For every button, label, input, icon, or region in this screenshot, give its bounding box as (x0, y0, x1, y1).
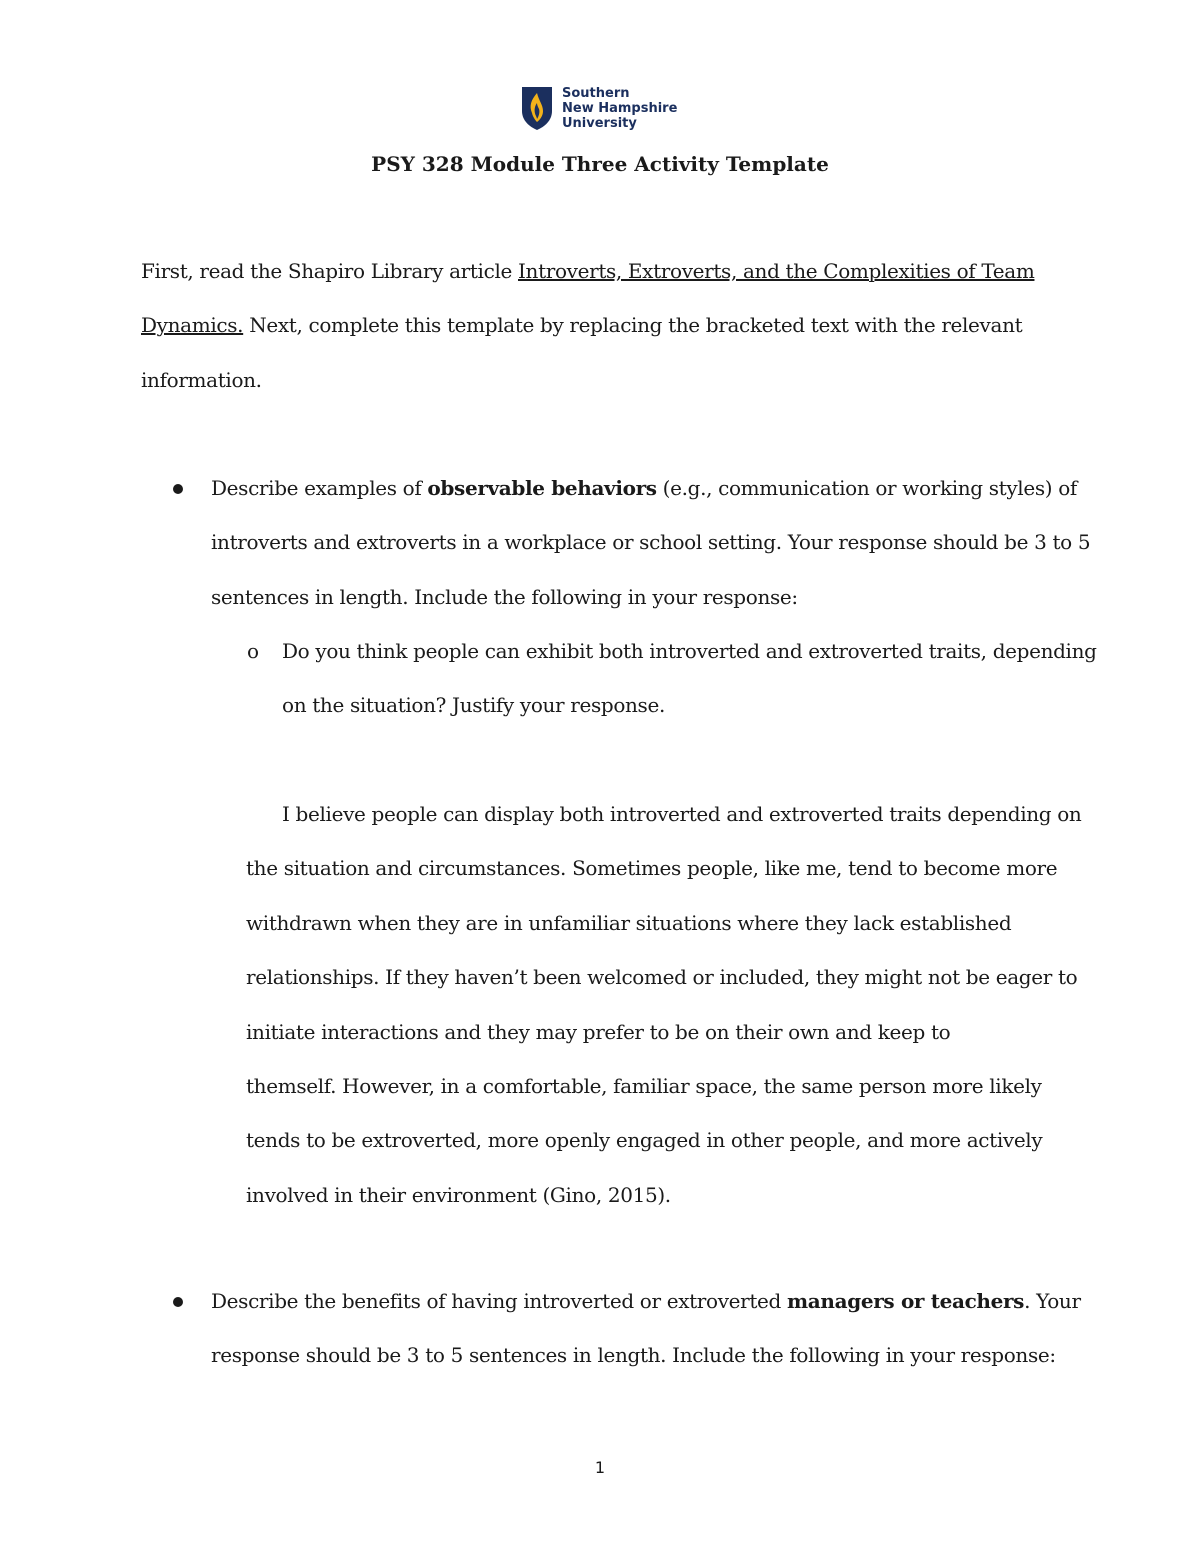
intro-line-2 (141, 298, 1041, 352)
bullet-icon (173, 1297, 183, 1307)
sub-prompt (282, 624, 1097, 733)
shield-flame-icon (520, 85, 554, 131)
logo-line-2: New Hampshire (562, 100, 678, 116)
prompt2-text-a: Describe the benefits of having introverted or extroverted (211, 1289, 787, 1313)
prompt1-line-3: sentences in length. Include the following in your response: (211, 584, 798, 609)
prompt2-line-1 (211, 1274, 1091, 1328)
answer-line: the situation and circumstances. Sometimes people, like me, tend to become more (246, 856, 1058, 881)
answer-paragraph (246, 787, 1082, 1222)
prompt2-bold: managers or teachers (787, 1289, 1025, 1313)
prompt1-text-a: Describe examples of (211, 476, 428, 500)
sub-prompt-line-2: on the situation? Justify your response. (282, 693, 665, 718)
article-link[interactable]: Introverts, Extroverts, and the Complexities of Team (518, 259, 1035, 283)
answer-line: initiate interactions and they may prefer to be on their own and keep to (246, 1019, 951, 1044)
prompt1-bold: observable behaviors (427, 476, 657, 500)
intro-line-1 (141, 244, 1041, 298)
intro-text-1: First, read the Shapiro Library article (141, 259, 518, 283)
intro-text-2: Next, complete this template by replacing the bracketed text with the relevant (243, 313, 1023, 338)
answer-line: relationships. If they haven’t been welcomed or included, they might not be eager to (246, 965, 1078, 990)
prompt-managers-teachers (211, 1274, 1091, 1383)
prompt2-text-b: . Your (1024, 1289, 1081, 1313)
sub-bullet-marker: o (247, 639, 260, 663)
logo-line-3: University (562, 115, 637, 131)
answer-line: themself. However, in a comfortable, familiar space, the same person more likely (246, 1074, 1042, 1099)
intro-paragraph (141, 244, 1041, 407)
prompt1-text-b: (e.g., communication or working styles) of (656, 476, 1077, 500)
prompt-observable-behaviors (211, 461, 1091, 624)
sub-prompt-line-1: Do you think people can exhibit both introverted and extroverted traits, depending (282, 639, 1097, 663)
page-title: PSY 328 Module Three Activity Template (371, 152, 829, 176)
article-link-continued[interactable]: Dynamics. (141, 313, 244, 338)
answer-line: I believe people can display both introverted and extroverted traits depending on (282, 802, 1082, 826)
page-number: 1 (594, 1458, 606, 1477)
logo-line-1: Southern (562, 85, 630, 101)
prompt1-line-1 (211, 461, 1091, 515)
answer-line: involved in their environment (Gino, 2015). (246, 1182, 671, 1207)
bullet-icon (173, 484, 183, 494)
prompt2-line-2: response should be 3 to 5 sentences in length. Include the following in your response: (211, 1343, 1056, 1368)
snhu-logo (520, 84, 677, 132)
answer-line: tends to be extroverted, more openly engaged in other people, and more actively (246, 1128, 1043, 1153)
logo-wordmark (562, 86, 677, 131)
answer-line: withdrawn when they are in unfamiliar situations where they lack established (246, 910, 1012, 935)
intro-line-3: information. (141, 367, 262, 392)
prompt1-line-2: introverts and extroverts in a workplace or school setting. Your response should be 3 to 5 (211, 530, 1091, 555)
